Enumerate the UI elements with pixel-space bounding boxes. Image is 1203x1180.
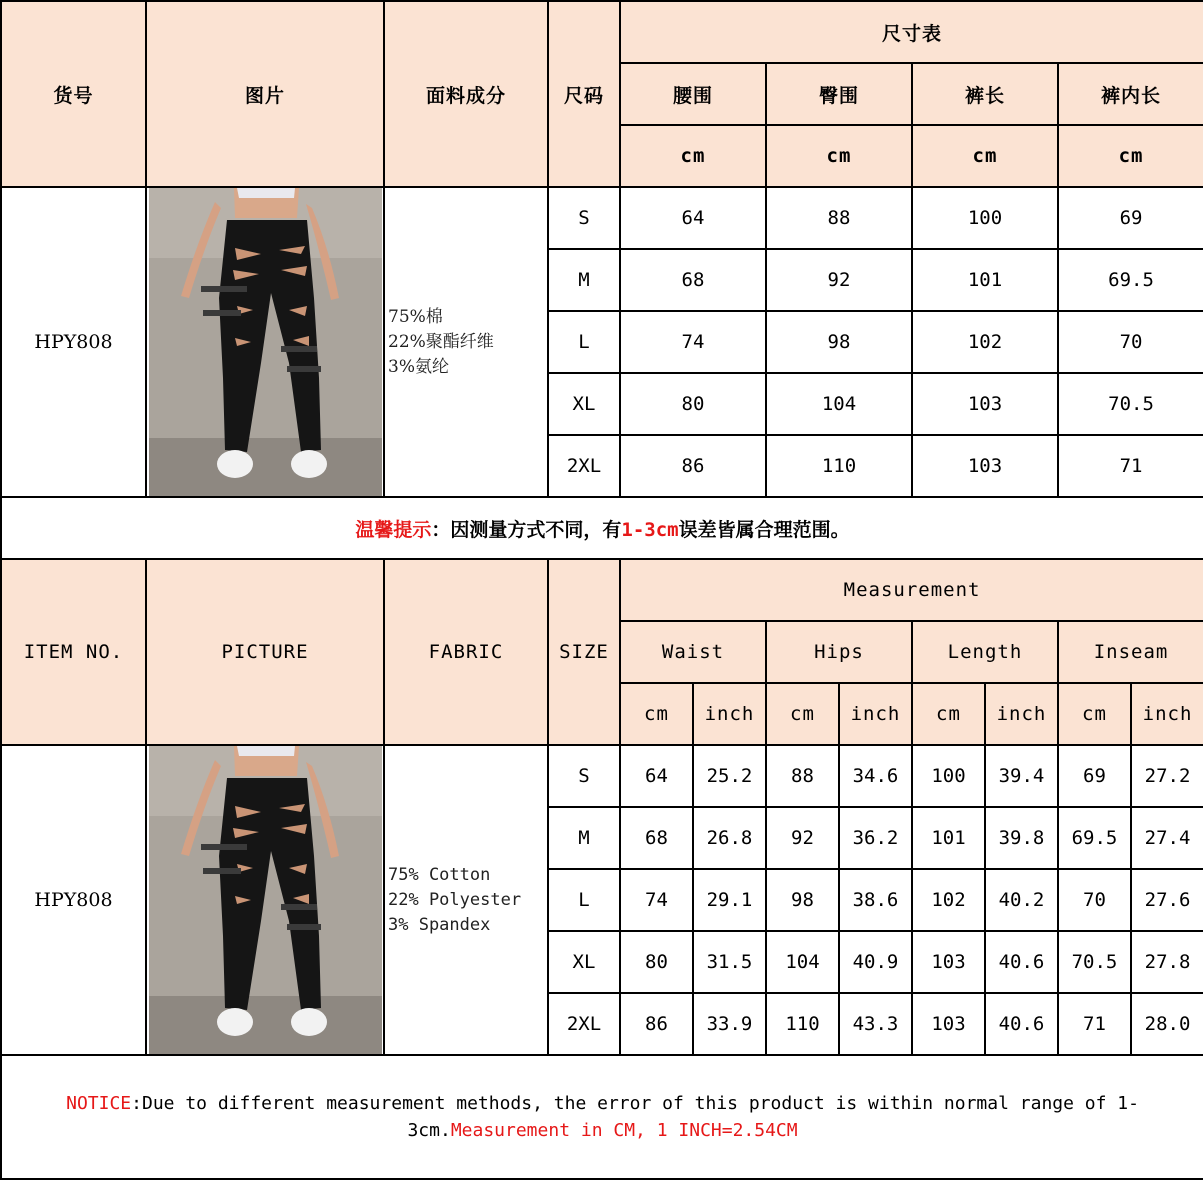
header-unit: cm — [912, 125, 1058, 187]
header-measurement: Measurement — [620, 559, 1203, 621]
value-cell: 70.5 — [1058, 931, 1131, 993]
header-unit-cm: cm — [766, 683, 839, 745]
notice-text: :Due to different measurement methods, the error of this product is within normal range of 1-3cm. — [131, 1093, 1139, 1141]
value-cell: 88 — [766, 745, 839, 807]
value-cell: 92 — [766, 249, 912, 311]
size-label: 2XL — [548, 993, 620, 1055]
size-label: S — [548, 187, 620, 249]
value-cell: 100 — [912, 745, 985, 807]
value-cell: 64 — [620, 745, 693, 807]
value-cell: 34.6 — [839, 745, 912, 807]
header-fabric: 面料成分 — [384, 1, 548, 187]
value-cell: 68 — [620, 807, 693, 869]
product-photo-icon — [149, 746, 382, 1054]
value-cell: 64 — [620, 187, 766, 249]
fabric-line: 22%聚酯纤维 — [388, 331, 494, 352]
value-cell: 40.6 — [985, 993, 1058, 1055]
value-cell: 103 — [912, 435, 1058, 497]
header-hips: Hips — [766, 621, 912, 683]
table-row — [1, 745, 1203, 807]
header-unit-inch: inch — [1131, 683, 1203, 745]
value-cell: 74 — [620, 311, 766, 373]
header-unit-inch: inch — [693, 683, 766, 745]
size-label: XL — [548, 373, 620, 435]
table-row — [1, 187, 1203, 249]
fabric-composition — [384, 187, 548, 497]
header-waist: Waist — [620, 621, 766, 683]
value-cell: 33.9 — [693, 993, 766, 1055]
value-cell: 104 — [766, 931, 839, 993]
size-label: S — [548, 745, 620, 807]
header-length: Length — [912, 621, 1058, 683]
size-label: 2XL — [548, 435, 620, 497]
value-cell: 103 — [912, 931, 985, 993]
value-cell: 38.6 — [839, 869, 912, 931]
value-cell: 102 — [912, 869, 985, 931]
value-cell: 40.2 — [985, 869, 1058, 931]
value-cell: 80 — [620, 931, 693, 993]
value-cell: 71 — [1058, 993, 1131, 1055]
value-cell: 31.5 — [693, 931, 766, 993]
value-cell: 25.2 — [693, 745, 766, 807]
notice-cn — [1, 497, 1203, 559]
value-cell: 39.8 — [985, 807, 1058, 869]
size-table-cn — [0, 0, 1203, 560]
value-cell: 43.3 — [839, 993, 912, 1055]
header-item-no: ITEM NO. — [1, 559, 146, 745]
value-cell: 70 — [1058, 311, 1203, 373]
fabric-line: 3%氨纶 — [388, 356, 449, 377]
header-unit-inch: inch — [839, 683, 912, 745]
value-cell: 110 — [766, 435, 912, 497]
notice-text: 误差皆属合理范围。 — [678, 518, 850, 541]
value-cell: 100 — [912, 187, 1058, 249]
value-cell: 40.6 — [985, 931, 1058, 993]
notice-label: 温馨提示 — [355, 518, 432, 541]
value-cell: 69.5 — [1058, 807, 1131, 869]
header-size: SIZE — [548, 559, 620, 745]
header-unit-cm: cm — [620, 683, 693, 745]
header-waist: 腰围 — [620, 63, 766, 125]
value-cell: 27.8 — [1131, 931, 1203, 993]
value-cell: 92 — [766, 807, 839, 869]
fabric-line: 75%棉 — [388, 306, 443, 327]
value-cell: 27.6 — [1131, 869, 1203, 931]
header-unit: cm — [620, 125, 766, 187]
value-cell: 69 — [1058, 187, 1203, 249]
product-photo-icon — [149, 188, 382, 496]
value-cell: 27.4 — [1131, 807, 1203, 869]
value-cell: 101 — [912, 249, 1058, 311]
value-cell: 102 — [912, 311, 1058, 373]
product-photo — [146, 745, 384, 1055]
header-unit-inch: inch — [985, 683, 1058, 745]
product-photo — [146, 187, 384, 497]
size-table-en — [0, 558, 1203, 1180]
size-label: L — [548, 311, 620, 373]
header-picture: PICTURE — [146, 559, 384, 745]
header-unit: cm — [766, 125, 912, 187]
header-unit-cm: cm — [1058, 683, 1131, 745]
value-cell: 98 — [766, 869, 839, 931]
fabric-line: 22% Polyester — [388, 889, 522, 910]
value-cell: 26.8 — [693, 807, 766, 869]
notice-text: ：因测量方式不同，有 — [431, 518, 622, 541]
value-cell: 74 — [620, 869, 693, 931]
size-label: XL — [548, 931, 620, 993]
header-inseam: Inseam — [1058, 621, 1203, 683]
value-cell: 27.2 — [1131, 745, 1203, 807]
value-cell: 104 — [766, 373, 912, 435]
value-cell: 36.2 — [839, 807, 912, 869]
item-number: HPY808 — [1, 187, 146, 497]
header-measurement: 尺寸表 — [620, 1, 1203, 63]
value-cell: 86 — [620, 435, 766, 497]
value-cell: 103 — [912, 993, 985, 1055]
header-length: 裤长 — [912, 63, 1058, 125]
fabric-line: 75% Cotton — [388, 864, 491, 885]
value-cell: 101 — [912, 807, 985, 869]
value-cell: 110 — [766, 993, 839, 1055]
value-cell: 29.1 — [693, 869, 766, 931]
notice-label: NOTICE — [66, 1093, 132, 1114]
value-cell: 39.4 — [985, 745, 1058, 807]
header-inseam: 裤内长 — [1058, 63, 1203, 125]
value-cell: 40.9 — [839, 931, 912, 993]
notice-highlight: 1-3cm — [621, 518, 679, 541]
value-cell: 80 — [620, 373, 766, 435]
fabric-composition — [384, 745, 548, 1055]
size-label: M — [548, 249, 620, 311]
header-unit-cm: cm — [912, 683, 985, 745]
value-cell: 69.5 — [1058, 249, 1203, 311]
value-cell: 70 — [1058, 869, 1131, 931]
header-size: 尺码 — [548, 1, 620, 187]
header-unit: cm — [1058, 125, 1203, 187]
value-cell: 28.0 — [1131, 993, 1203, 1055]
value-cell: 98 — [766, 311, 912, 373]
fabric-line: 3% Spandex — [388, 914, 491, 935]
value-cell: 70.5 — [1058, 373, 1203, 435]
size-label: L — [548, 869, 620, 931]
value-cell: 88 — [766, 187, 912, 249]
value-cell: 68 — [620, 249, 766, 311]
value-cell: 86 — [620, 993, 693, 1055]
notice-en — [1, 1055, 1203, 1179]
header-hips: 臀围 — [766, 63, 912, 125]
value-cell: 69 — [1058, 745, 1131, 807]
value-cell: 103 — [912, 373, 1058, 435]
size-label: M — [548, 807, 620, 869]
header-picture: 图片 — [146, 1, 384, 187]
notice-highlight: Measurement in CM, 1 INCH=2.54CM — [450, 1120, 798, 1141]
item-number: HPY808 — [1, 745, 146, 1055]
value-cell: 71 — [1058, 435, 1203, 497]
header-fabric: FABRIC — [384, 559, 548, 745]
header-item-no: 货号 — [1, 1, 146, 187]
